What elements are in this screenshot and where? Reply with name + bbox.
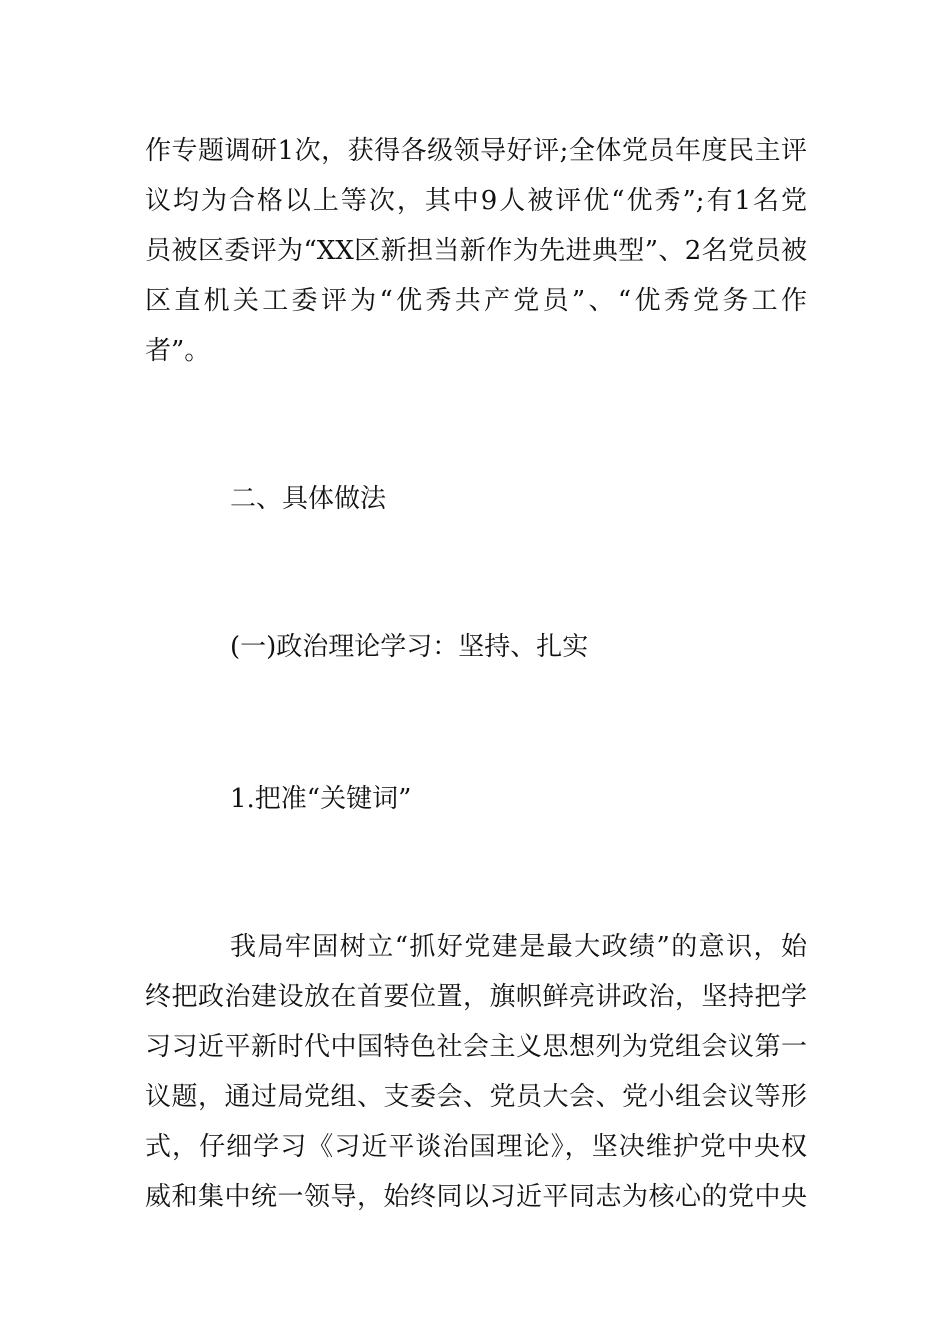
paragraph1-line-3: 员被区委评为“XX区新担当新作为先进典型”、2名党员被 [145,236,807,266]
paragraph2-line-1: 我局牢固树立“抓好党建是最大政绩”的意识，始 [230,932,807,962]
paragraph1-line-1: 作专题调研1次，获得各级领导好评;全体党员年度民主评 [145,136,807,166]
paragraph2-line-4: 议题，通过局党组、支委会、党员大会、党小组会议等形 [145,1082,807,1112]
paragraph1-line-5: 者”。 [145,336,211,366]
paragraph1-line-2: 议均为合格以上等次，其中9人被评优“优秀”;有1名党 [145,186,807,216]
item-heading: 1.把准“关键词” [230,784,412,814]
paragraph1-line-4: 区直机关工委评为“优秀共产党员”、“优秀党务工作 [145,286,807,316]
subsection-heading: (一)政治理论学习：坚持、扎实 [230,632,589,662]
section-heading: 二、具体做法 [230,484,387,514]
paragraph2-line-5: 式，仔细学习《习近平谈治国理论》，坚决维护党中央权 [145,1132,807,1162]
paragraph2-line-3: 习习近平新时代中国特色社会主义思想列为党组会议第一 [145,1032,807,1062]
paragraph2-line-6: 威和集中统一领导，始终同以习近平同志为核心的党中央 [145,1182,807,1212]
paragraph2-line-2: 终把政治建设放在首要位置，旗帜鲜亮讲政治，坚持把学 [145,982,807,1012]
